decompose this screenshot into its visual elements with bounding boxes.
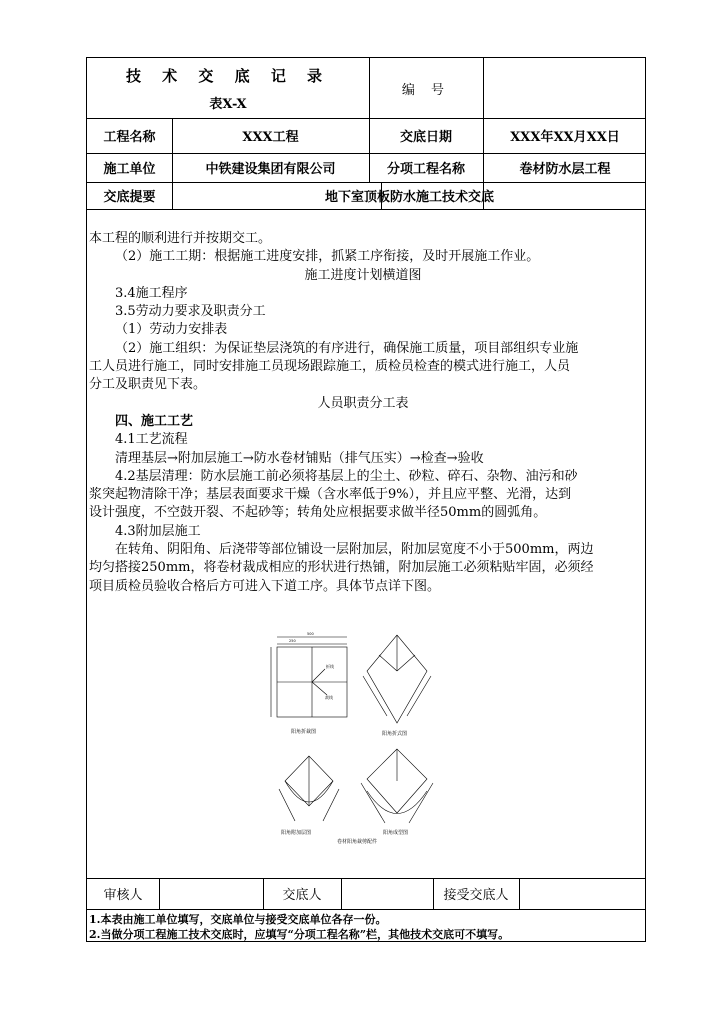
sub-project-label: 分项工程名称	[386, 162, 465, 177]
duty-table-caption: 人员职责分工表	[317, 395, 409, 411]
summary-value: 地下室顶板防水施工技术交底	[324, 190, 494, 205]
body-line: 分工及职责见下表。	[89, 377, 207, 393]
form-title: 技 术 交 底 记 录	[125, 66, 331, 85]
footnote: 2.当做分项工程施工技术交底时，应填写“分项工程名称”栏，其他技术交底可不填写。	[89, 928, 510, 941]
body-line: （2）施工组织：为保证垫层浇筑的有序进行，确保施工质量，项目部组织专业施	[115, 340, 579, 356]
section-heading: 4.3附加层施工	[115, 523, 201, 539]
disclosure-form	[86, 57, 646, 942]
footnote: 1.本表由施工单位填写，交底单位与接受交底单位各存一份。	[89, 913, 387, 926]
body-line: （1）劳动力安排表	[115, 322, 228, 338]
figure-caption: 阳角折式图	[382, 731, 408, 737]
corner-added-layer	[279, 756, 339, 836]
body-line: 本工程的顺利进行并按期交工。	[89, 231, 272, 246]
body-line: 浆突起物清除干净；基层表面要求干燥（含水率低于9%），并且应平整、光滑，达到	[89, 487, 572, 503]
row-divider	[87, 909, 645, 910]
project-name-label: 工程名称	[103, 130, 156, 145]
dimension-label: 250	[289, 639, 296, 643]
fold-line-label: 折线	[326, 664, 334, 669]
date-label: 交底日期	[399, 130, 452, 145]
body-line: 工人员进行施工，同时安排施工员现场跟踪施工，质检员检查的模式进行施工，人员	[89, 359, 571, 375]
body-line: 均匀搭接250mm，将卷材裁成相应的形状进行热铺，附加层施工必须粘贴牢固，必须经	[89, 560, 594, 576]
body-line: （2）施工工期：根据施工进度安排，抓紧工序衔接，及时开展施工作业。	[115, 249, 540, 265]
date-value: XXX年XX月XX日	[510, 130, 620, 145]
sub-project-value: 卷材防水层工程	[519, 162, 611, 177]
serial-value[interactable]	[483, 58, 647, 118]
summary-label: 交底提要	[103, 190, 156, 205]
corner-detail-figure	[267, 631, 467, 846]
section-heading: 4.1工艺流程	[115, 432, 188, 448]
cut-line-label: 裁线	[325, 695, 333, 700]
discloser-signature[interactable]	[341, 878, 433, 909]
schedule-caption: 施工进度计划横道图	[304, 267, 422, 283]
serial-label: 编 号	[401, 82, 451, 98]
unit-label: 施工单位	[103, 162, 156, 177]
figure-caption: 阳角成型图	[383, 830, 409, 836]
corner-formed	[361, 749, 433, 836]
reviewer-label: 审核人	[103, 888, 143, 903]
discloser-label: 交底人	[282, 888, 322, 903]
row-divider	[87, 209, 645, 210]
body-line: 设计强度，不空鼓开裂、不起砂等；转角处应根据要求做半径50mm的圆弧角。	[89, 505, 547, 521]
body-line: 项目质检员验收合格后方可进入下道工序。具体节点详下图。	[89, 578, 441, 594]
disclosure-content	[89, 230, 637, 596]
dimension-label: 500	[307, 632, 314, 636]
section-heading: 3.5劳动力要求及职责分工	[115, 304, 266, 320]
project-name-value: XXX工程	[242, 130, 299, 145]
receiver-signature[interactable]	[519, 878, 647, 909]
figure-caption: 阳角折裁图	[291, 729, 317, 735]
body-line: 在转角、阴阳角、后浇带等部位铺设一层附加层，附加层宽度不小于500mm，两边	[115, 542, 594, 558]
figure-caption: 阳角附加层图	[281, 830, 312, 836]
chapter-heading: 四、施工工艺	[115, 413, 194, 429]
process-flow: 清理基层→附加层施工→防水卷材铺贴（排气压实）→检查→验收	[115, 450, 484, 466]
body-line: 4.2基层清理：防水层施工前必须将基层上的尘土、砂粒、碎石、杂物、油污和砂	[115, 468, 578, 484]
reviewer-signature[interactable]	[159, 878, 263, 909]
receiver-label: 接受交底人	[443, 888, 509, 903]
unit-value: 中铁建设集团有限公司	[205, 162, 336, 177]
section-heading: 3.4施工程序	[115, 285, 188, 301]
figure-main-caption: 卷材阳角裁剪配件	[337, 839, 378, 845]
corner-cut-pattern	[271, 632, 347, 735]
corner-fold-pattern	[363, 635, 431, 737]
form-number: 表X-X	[209, 96, 247, 112]
